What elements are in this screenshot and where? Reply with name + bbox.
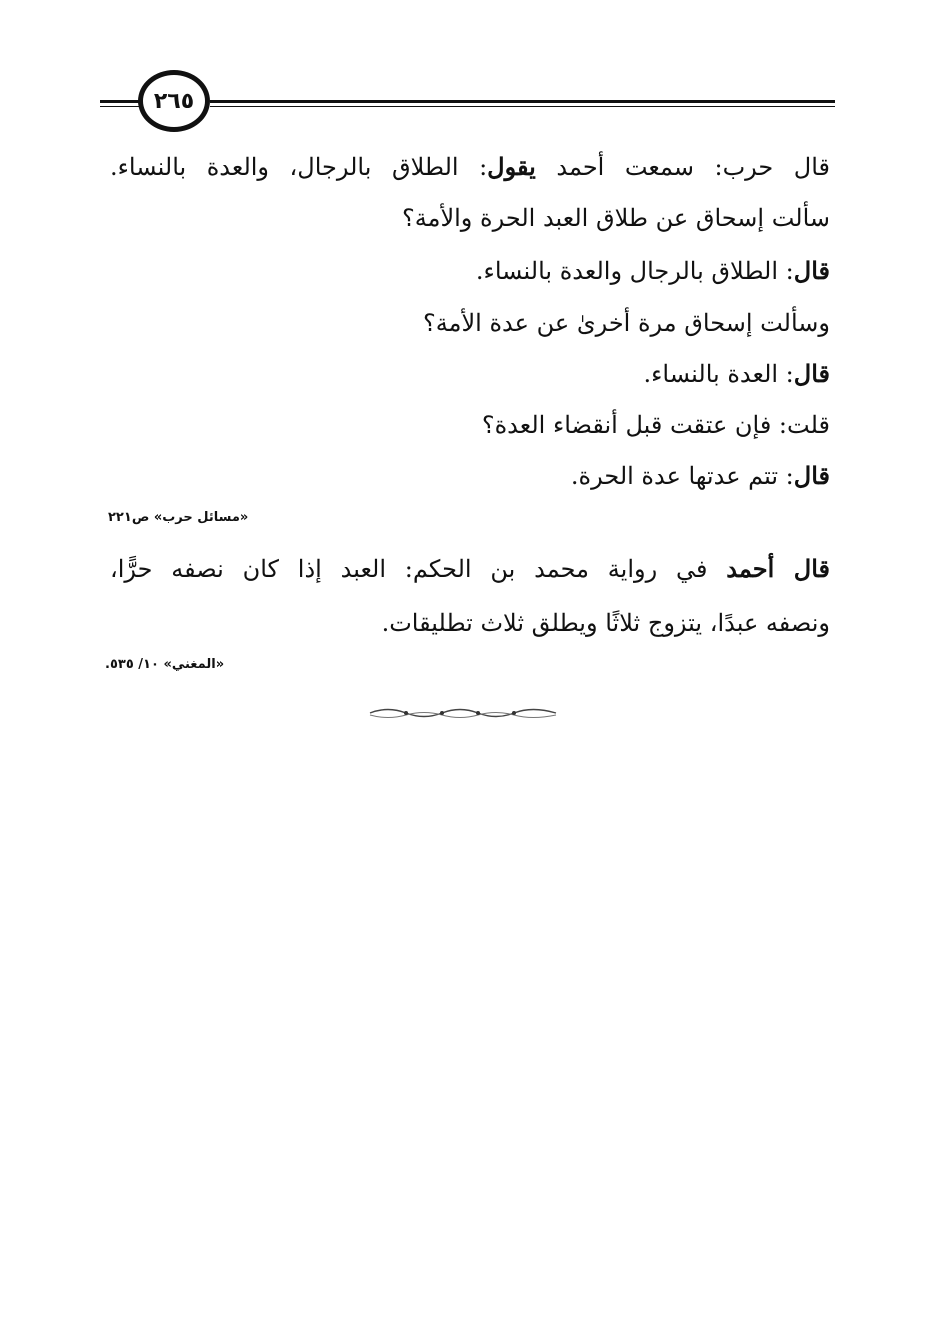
header-rule-left — [100, 100, 140, 103]
line-text: : تتم عدتها عدة الحرة. — [570, 462, 794, 490]
page-header — [100, 70, 835, 140]
header-rule — [210, 100, 835, 103]
line-text: في رواية محمد بن الحكم: العبد إذا كان نصفه حرًّا، — [110, 555, 727, 583]
speaker-label: قال أحمد — [726, 554, 830, 583]
section-harb — [110, 150, 830, 500]
text-line: سألت إسحاق عن طلاق العبد الحرة والأمة؟ — [401, 204, 830, 232]
line-text: : الطلاق بالرجال والعدة بالنساء. — [475, 257, 794, 285]
ornament-divider — [368, 706, 558, 720]
text-line: قلت: فإن عتقت قبل أنقضاء العدة؟ — [481, 411, 830, 439]
text-line — [110, 357, 830, 391]
text-line: ونصفه عبدًا، يتزوج ثلاثًا ويطلق ثلاث تطليقات. — [381, 609, 830, 637]
header-rule-left-thin — [100, 106, 140, 107]
text-line — [110, 552, 830, 586]
speaker-label: قال — [793, 359, 830, 388]
text-line — [110, 254, 830, 288]
page-number: ٢٦٥ — [138, 70, 210, 132]
line-text: قال حرب: سمعت أحمد — [535, 153, 830, 181]
text-line — [110, 459, 830, 493]
line-text: : العدة بالنساء. — [643, 360, 794, 388]
speaker-label: قال — [793, 256, 830, 285]
source-reference: «مسائل حرب» ص٢٢١ — [108, 510, 249, 525]
header-rule-thin — [210, 106, 835, 107]
bold-word: يقول — [487, 152, 536, 181]
speaker-label: قال — [793, 461, 830, 490]
text-line — [110, 150, 830, 184]
source-reference: «المغني» ١٠/ ٥٣٥. — [105, 657, 225, 672]
line-text: : الطلاق بالرجال، والعدة بالنساء. — [110, 153, 488, 181]
text-line: وسألت إسحاق مرة أخرىٰ عن عدة الأمة؟ — [423, 309, 830, 337]
section-ahmad — [110, 552, 830, 642]
